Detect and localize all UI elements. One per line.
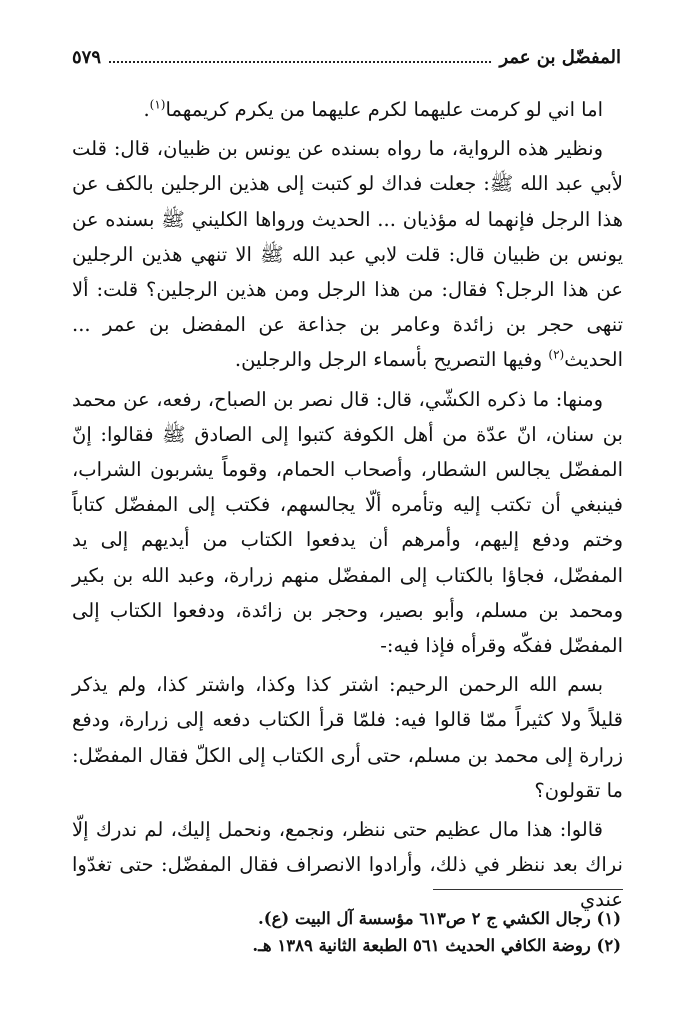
paragraph-3: ومنها: ما ذكره الكشّي، قال: قال نصر بن الصباح، رفعه، عن محمد بن سنان، انّ عدّة من أهل الكوفة كتبوا إلى الصادق ﷺ فقالوا: إنّ المفضّل يجالس الشطار، وأصحاب الحمام، وقوماً يشربون الشراب، فينبغي أن تكتب إليه وتأمره ألّا يجالسهم، فكتب إلى المفضّل كتاباً وختم ودفع إليهم، وأمرهم أن يدفعوا الكتاب من أيديهم إلى يد المفضّل، فجاؤا بالكتاب إلى المفضّل منهم زرارة، وعبد الله بن بكير ومحمد بن مسلم، وأبو بصير، وحجر بن زائدة، ودفعوا الكتاب إلى المفضّل ففكّه وقرأه فإذا فيه:- — [72, 387, 623, 658]
footnote-2: (٢) روضة الكافي الحديث ٥٦١ الطبعة الثانية ١٣٨٩ هـ. — [252, 936, 621, 955]
header-title: المفضّل بن عمر — [499, 46, 621, 68]
main-text — [72, 92, 623, 922]
footnote-ref-1: (١) — [149, 97, 166, 112]
header-leader-dots — [109, 61, 491, 63]
page-number: ٥٧٩ — [72, 46, 102, 68]
paragraph-5: قالوا: هذا مال عظيم حتى ننظر، ونجمع، ونحمل إليك، لم ندرك إلّا نراك بعد ننظر في ذلك، وأرادوا الانصراف فقال المفضّل: حتى تغدّوا عندي — [72, 818, 623, 912]
running-header — [72, 42, 621, 72]
footnote-1: (١) رجال الكشي ج ٢ ص٦١٣ مؤسسة آل البيت (ع). — [258, 909, 621, 928]
paragraph-1: اما اني لو كرمت عليهما لكرم عليهما من يكرم كريمهما$^{(١)}$. — [143, 97, 603, 121]
paragraph-4: بسم الله الرحمن الرحيم: اشتر كذا وكذا، واشتر كذا، ولم يذكر قليلاً ولا كثيراً ممّا قالوا فيه: فلمّا قرأ الكتاب دفعه إلى زرارة، ودفع زرارة إلى محمد بن مسلم، حتى أرى الكتاب إلى الكلّ فقال المفضّل: ما تقولون؟ — [72, 673, 623, 802]
footnote-divider — [433, 889, 623, 890]
footnote-ref-2: (٢) — [548, 347, 565, 362]
footnotes — [72, 905, 621, 959]
paragraph-2: ونظير هذه الرواية، ما رواه بسنده عن يونس بن ظبيان، قال: قلت لأبي عبد الله ﷺ: جعلت فداك لو كتبت إلى هذين الرجلين بالكف عن هذا الرجل فإنهما له مؤذيان ... الحديث ورواها الكليني ﷺ بسنده عن يونس بن ظبيان قال: قلت لابي عبد الله ﷺ الا تنهي هذين الرجلين عن هذا الرجل؟ فقال: من هذا الرجل ومن هذين الرجلين؟ قلت: ألا تنهى حجر بن زائدة وعامر بن جذاعة عن المفضل بن عمر ... الحديث$^{(٢)}$ وفيها التصريح بأسماء الرجل والرجلين. — [72, 137, 623, 372]
